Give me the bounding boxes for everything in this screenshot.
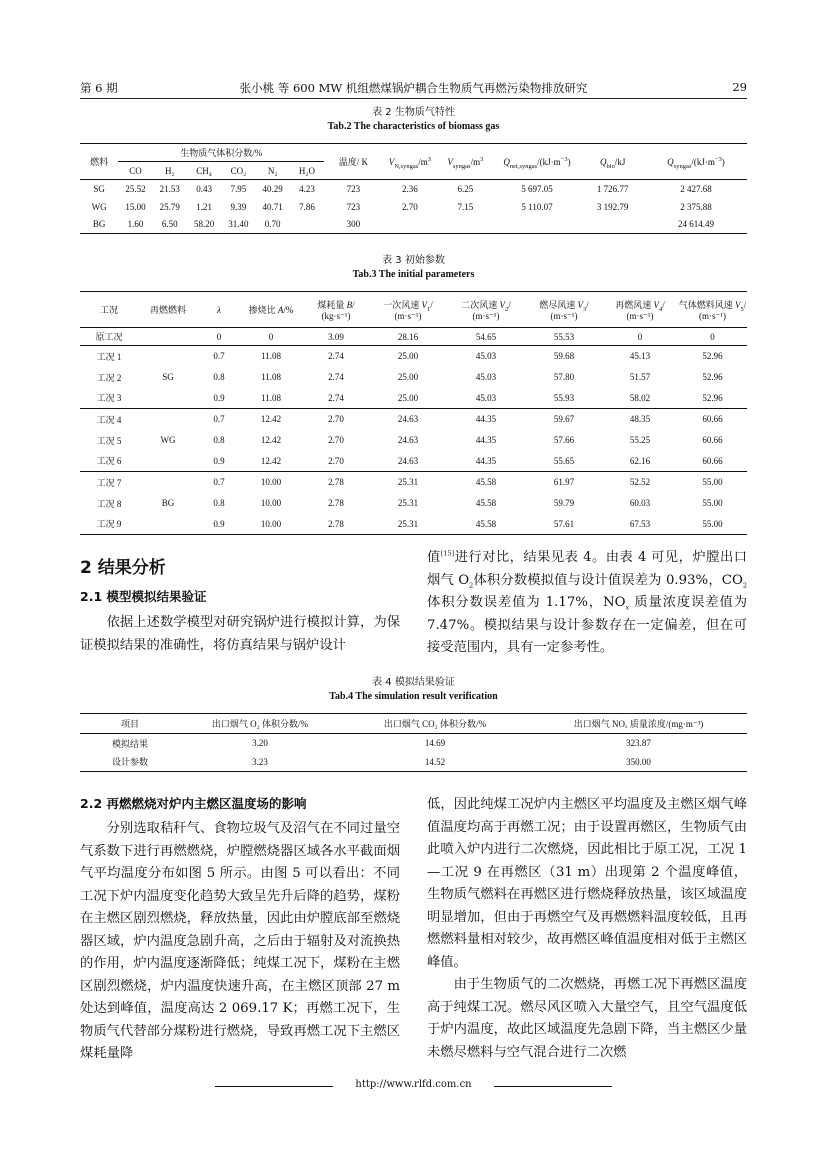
table3-cell-v3: 59.68 bbox=[553, 351, 575, 362]
v4-label: 再燃风速 bbox=[615, 299, 652, 310]
table4-caption bbox=[80, 676, 747, 704]
table2-header-group: 生物质气体积分数/% bbox=[118, 144, 324, 162]
v1-label: 一次风速 bbox=[383, 299, 420, 310]
table3-cell-lambda: 0.8 bbox=[213, 498, 225, 508]
cont-c: 体积分数模拟值与设计值误差为 0.93%，CO bbox=[473, 572, 743, 588]
footer-rule-left bbox=[215, 1086, 333, 1087]
table2-gas-col-5: H₂O bbox=[298, 165, 316, 176]
table3-cell-fuel: BG bbox=[161, 498, 175, 508]
table3-header-fuel: 再燃燃料 bbox=[149, 305, 186, 315]
section-2-2-paragraph-left: 分别选取秸秆气、食物垃圾气及沼气在不同过量空气系数下进行再燃燃烧，炉膛燃烧器区域各水平截面烟气平均温度分布如图 5 所示。由图 5 可以看出：不同工况下炉内温度变化趋势大致呈先升后降的趋势，煤粉在主燃区剧烈燃烧，释放热量，因此由炉膛底部至燃烧器区域，炉内温度急剧升高，之后由于辐射及对流换热的作用，炉内温度逐渐降低；纯煤工况下，煤粉在主燃区剧烈燃烧，炉内温度快速升高，在主燃区顶部 27 m 处达到峰值，温度高达 2 069.17 K；再燃工况下，生物质气代替部分煤粉进行燃烧，导致再燃工况下主燃区煤耗量降 bbox=[80, 821, 400, 1061]
table4-cell-2: 14.69 bbox=[424, 738, 446, 749]
table3-cell-lambda: 0.7 bbox=[213, 351, 225, 362]
table3-cell-case: 工况 1 bbox=[96, 351, 122, 362]
header-rule bbox=[80, 98, 747, 99]
table3-cell-coal: 2.78 bbox=[328, 477, 344, 488]
table3-cell-v2: 45.03 bbox=[475, 372, 497, 382]
table3-cell-v4: 55.25 bbox=[629, 435, 651, 445]
table2-cell-gas-5: 4.23 bbox=[299, 183, 315, 194]
table3-cell-v4: 45.13 bbox=[629, 351, 651, 362]
table3-cell-v2: 45.58 bbox=[475, 477, 497, 488]
table3-cell-v1: 25.31 bbox=[397, 477, 419, 488]
table3-cell-case: 工况 8 bbox=[96, 498, 122, 509]
table3-cell-v5: 55.00 bbox=[702, 498, 723, 508]
table3-header-v4: 再燃风速 $V_4/$ (m·s⁻¹) bbox=[602, 292, 678, 328]
table2-caption-en: Tab.2 The characteristics of biomass gas bbox=[327, 121, 500, 132]
cont-e: 质量浓度误差值为 7.47%。模拟结果与设计参数存在一定偏差，但在可接受范围内，具有一定参考性。 bbox=[427, 595, 747, 655]
table3-header-ratio bbox=[240, 292, 302, 328]
v2-unit: (m·s⁻¹) bbox=[472, 310, 500, 321]
table3-cell-v2: 44.35 bbox=[475, 455, 497, 466]
table3-cell-ratio: 10.00 bbox=[260, 518, 282, 529]
table3-cell-v2: 45.58 bbox=[475, 498, 497, 508]
table2-gas-col-1: H₂ bbox=[164, 165, 175, 176]
table3-cell-case: 原工况 bbox=[95, 332, 123, 342]
table2-gas-col-3: CO₂ bbox=[230, 165, 247, 176]
table2-cell-qsyn: 2 375.88 bbox=[680, 201, 712, 212]
table4-cell-0: 模拟结果 bbox=[111, 738, 148, 749]
ratio-unit: /% bbox=[283, 305, 294, 315]
table3-cell-v2: 44.35 bbox=[475, 435, 497, 445]
table4-cell-0: 设计参数 bbox=[111, 757, 148, 768]
table3-cell-v4: 60.03 bbox=[629, 498, 651, 508]
right-column-bottom bbox=[427, 794, 747, 1064]
table3-cell-v3: 61.97 bbox=[553, 477, 575, 488]
table3-cell-v4: 48.35 bbox=[629, 414, 651, 425]
table3-cell-lambda: 0.7 bbox=[213, 414, 225, 425]
table3-cell-v5: 55.00 bbox=[702, 518, 723, 529]
table3-cell-coal: 3.09 bbox=[328, 331, 344, 342]
table3-cell-v1: 25.00 bbox=[397, 372, 419, 382]
table3-cell-coal: 2.78 bbox=[328, 498, 344, 508]
table3-cell-v1: 25.00 bbox=[397, 351, 419, 362]
table2-gas-col-4: N₂ bbox=[267, 165, 278, 176]
table2-cell-gas-3: 31.40 bbox=[228, 219, 249, 230]
table2-cell-gas-2: 58.20 bbox=[193, 219, 215, 230]
v1-unit: (m·s⁻¹) bbox=[394, 310, 422, 321]
table2-cell-gas-2: 0.43 bbox=[196, 183, 212, 194]
running-head bbox=[80, 80, 747, 98]
table3-header-row bbox=[80, 292, 747, 328]
table3-cell-case: 工况 3 bbox=[96, 393, 122, 404]
table2-body bbox=[80, 180, 747, 234]
table2-cell-fuel: SG bbox=[93, 183, 105, 194]
table3-cell-lambda: 0.8 bbox=[213, 372, 225, 382]
table3-cell-v4: 51.57 bbox=[629, 372, 651, 382]
table2-cell-temp: 723 bbox=[346, 183, 361, 194]
section-2-2-paragraph-right-1: 低，因此纯煤工况炉内主燃区平均温度及主燃区烟气峰值温度均高于再燃工况；由于设置再燃区，生物质气由此喷入炉内进行二次燃烧，因此相比于原工况，工况 1—工况 9 在再燃区（31 m）出现第 2 个温度峰值，生物质气燃料在再燃区进行燃烧释放热量，该区域温度明显增加，但由于再燃空气及再燃燃料温度较低，且再燃燃料量相对较少，故再燃区峰值温度相对低于主燃区峰值。 bbox=[427, 797, 747, 970]
table2-cell-qnet bbox=[494, 216, 581, 234]
cont-d: 体积分数误差值为 1.17%，NO bbox=[427, 595, 626, 610]
table3-cell-v3: 57.80 bbox=[553, 372, 575, 382]
table3-cell-case: 工况 9 bbox=[96, 519, 122, 530]
table3-cell-v3: 55.53 bbox=[553, 331, 575, 342]
section-2-title: 2 结果分析 bbox=[80, 558, 166, 578]
table3-cell-ratio: 0 bbox=[268, 331, 274, 342]
table3-cell-fuel: SG bbox=[162, 372, 174, 382]
table2-cell-qsyn: 2 427.68 bbox=[680, 183, 712, 194]
table3-cell-coal: 2.70 bbox=[328, 414, 344, 425]
table3-cell-v1: 25.00 bbox=[397, 392, 419, 403]
table2-cell-vs: 6.25 bbox=[457, 183, 474, 194]
table3-cell-v4: 67.53 bbox=[629, 518, 651, 529]
page-number: 29 bbox=[732, 80, 747, 94]
table4-cell-1: 3.23 bbox=[252, 756, 268, 767]
table3-cell-v1: 24.63 bbox=[397, 414, 419, 425]
table4-cell-3: 323.87 bbox=[626, 738, 651, 749]
table3-header-v2: 二次风速 $V_2/$ (m·s⁻¹) bbox=[446, 292, 526, 328]
table3-cell-v1: 24.63 bbox=[397, 435, 419, 445]
table3-header-v1: 一次风速 $V_1/$ (m·s⁻¹) bbox=[370, 292, 446, 328]
table2-cell-qbio: 3 192.79 bbox=[596, 201, 629, 212]
table4-header-2: 出口烟气 CO₂ 体积分数/% bbox=[383, 719, 487, 729]
table4-cell-3: 350.00 bbox=[626, 756, 651, 767]
table3-cell-lambda: 0.9 bbox=[213, 518, 225, 529]
table4-header-0: 项目 bbox=[120, 719, 139, 729]
table2-cell-gas-2: 1.21 bbox=[196, 201, 212, 212]
table3-cell-case: 工况 2 bbox=[96, 372, 122, 383]
table3-cell-v3: 57.66 bbox=[553, 435, 575, 445]
table3-cell-v3: 55.65 bbox=[553, 455, 575, 466]
section-2-2-paragraph-right-2: 由于生物质气的二次燃烧，再燃工况下再燃区温度高于纯煤工况。燃尽风区喷入大量空气，且空气温度低于炉内温度，故此区域温度先急剧下降，当主燃区少量未燃尽燃料与空气混合进行二次燃 bbox=[427, 977, 747, 1060]
running-title: 张小桃 等 600 MW 机组燃煤锅炉耦合生物质气再燃污染物排放研究 bbox=[239, 81, 588, 95]
issue-label: 第 6 期 bbox=[80, 81, 118, 95]
table2-cell-qbio: 1 726.77 bbox=[596, 183, 629, 194]
table3-cell-case: 工况 7 bbox=[96, 477, 122, 488]
left-column-top bbox=[80, 556, 400, 657]
table2-cell-fuel: WG bbox=[91, 201, 107, 212]
footer-url[interactable]: http://www.rlfd.com.cn bbox=[355, 1079, 472, 1090]
table3-cell-v1: 25.31 bbox=[397, 518, 419, 529]
table-row bbox=[80, 734, 747, 753]
table2-cell-vn bbox=[383, 216, 437, 234]
table3-cell-v4: 0 bbox=[637, 331, 643, 342]
table3-cell-coal: 2.70 bbox=[328, 435, 344, 445]
table3-cell-lambda: 0.8 bbox=[213, 435, 225, 445]
table4-header-row bbox=[80, 714, 747, 734]
table3-cell-v5: 52.96 bbox=[702, 372, 723, 382]
table3-header-coal: 煤耗量 B/ (kg·s⁻¹) bbox=[302, 292, 370, 328]
v2-label: 二次风速 bbox=[461, 299, 498, 310]
table2-gas-col-2: CH₄ bbox=[196, 165, 212, 176]
table2-cell-gas-3: 9.39 bbox=[230, 201, 247, 212]
table3-cell-v1: 25.31 bbox=[397, 498, 419, 508]
table3-cell-coal: 2.78 bbox=[328, 518, 344, 529]
table3-cell-v3: 59.67 bbox=[553, 414, 575, 425]
table4-header-1: 出口烟气 O₂ 体积分数/% bbox=[211, 719, 309, 729]
v5-unit: (m·s⁻¹) bbox=[699, 310, 726, 321]
table3-header-v5: 气体燃料风速 $V_5/$ (m·s⁻¹) bbox=[678, 299, 747, 321]
table3-cell-v5: 55.00 bbox=[702, 477, 723, 488]
table3-header-lambda: λ bbox=[217, 304, 221, 315]
table2-cell-gas-4: 0.70 bbox=[264, 219, 281, 230]
table3-cell-v2: 45.58 bbox=[475, 518, 497, 529]
table3-cell-ratio: 12.42 bbox=[260, 435, 282, 445]
table2-cell-gas-1: 25.79 bbox=[159, 201, 180, 212]
table3-cell-case: 工况 4 bbox=[96, 414, 122, 425]
table3-cell-v5: 0 bbox=[710, 331, 715, 342]
table3-cell-ratio: 11.08 bbox=[261, 372, 281, 382]
table2-cell-gas-0: 15.00 bbox=[125, 201, 146, 212]
table2-cell-vn: 2.70 bbox=[402, 201, 418, 212]
table4-cell-1: 3.20 bbox=[252, 738, 268, 749]
table4-caption-en: Tab.4 The simulation result verification bbox=[329, 691, 498, 702]
table2-cell-fuel: BG bbox=[92, 219, 106, 230]
table2-cell-qbio bbox=[580, 216, 645, 234]
table3-cell-v1: 28.16 bbox=[397, 331, 419, 342]
table3-header-v3: 燃尽风速 $V_3/$ (m·s⁻¹) bbox=[526, 292, 602, 328]
coal-symbol: B bbox=[346, 299, 353, 310]
table3-cell-ratio: 10.00 bbox=[260, 498, 282, 508]
table2-cell-vn: 2.36 bbox=[402, 183, 418, 194]
table2-cell-qnet: 5 110.07 bbox=[521, 201, 553, 212]
table3-cell-v5: 52.96 bbox=[702, 351, 723, 362]
v4-unit: (m·s⁻¹) bbox=[626, 310, 654, 321]
table2-header-qbio: $Q_{bio}/kJ$ bbox=[580, 144, 645, 180]
table3-cell-coal: 2.70 bbox=[328, 455, 344, 466]
table-row bbox=[80, 216, 747, 234]
table3-cell-ratio: 12.42 bbox=[260, 455, 282, 466]
table3-header-case: 工况 bbox=[99, 305, 118, 315]
table3-cell-v2: 45.03 bbox=[475, 351, 497, 362]
table3-cell-lambda: 0.7 bbox=[213, 477, 225, 488]
v5-label: 气体燃料风速 bbox=[678, 299, 733, 310]
table2-cell-gas-0: 1.60 bbox=[127, 219, 144, 230]
table2-cell-gas-1: 21.53 bbox=[159, 183, 180, 194]
section-2-1-paragraph: 依据上述数学模型对研究锅炉进行模拟计算，为保证模拟结果的准确性，将仿真结果与锅炉设计 bbox=[80, 615, 400, 653]
table3-cell-ratio: 10.00 bbox=[260, 477, 282, 488]
table3-cell-case: 工况 5 bbox=[96, 435, 122, 446]
table3-cell-ratio: 12.42 bbox=[260, 414, 282, 425]
citation-15: [15] bbox=[440, 549, 455, 558]
section-2-1-continuation: 值[15]进行对比，结果见表 4。由表 4 可见，炉膛出口烟气 $O_2$体积分数模拟值与设计值误差为 0.93%，$CO_2$ 体积分数误差值为 1.17%，$NO_x$ 质量浓度误差值为 7.47%。模拟结果与设计参数存在一定偏差，但在可接受范围内，具有一定参考性。 bbox=[427, 549, 747, 655]
table2-cell-gas-5 bbox=[290, 216, 324, 234]
table3-cell-v1: 24.63 bbox=[397, 455, 419, 466]
table-row bbox=[80, 472, 747, 493]
table3-cell-v5: 52.96 bbox=[702, 392, 723, 403]
section-2-1-title: 2.1 模型模拟结果验证 bbox=[80, 589, 207, 604]
table2-cell-gas-5: 7.86 bbox=[299, 201, 315, 212]
table3-cell-lambda: 0.9 bbox=[213, 455, 225, 466]
table3-cell-fuel: WG bbox=[160, 435, 176, 445]
table3-cell-v5: 60.66 bbox=[702, 414, 723, 425]
ratio-symbol: A bbox=[277, 305, 284, 315]
table4-caption-cn: 表 4 模拟结果验证 bbox=[372, 677, 455, 688]
table-row bbox=[80, 180, 747, 198]
table2-header-vn: $V_{N,syngas}/m^3$ bbox=[383, 144, 437, 180]
table2-cell-vs: 7.15 bbox=[457, 201, 474, 212]
table-row bbox=[80, 328, 747, 346]
right-column-top bbox=[427, 547, 747, 660]
table3-caption bbox=[80, 254, 747, 282]
section-2-2-title: 2.2 再燃燃烧对炉内主燃区温度场的影响 bbox=[80, 796, 307, 811]
table2-header-fuel: 燃料 bbox=[80, 144, 118, 180]
table2-cell-vs bbox=[437, 216, 494, 234]
table3-cell-v5: 60.66 bbox=[702, 455, 723, 466]
v3-unit: (m·s⁻¹) bbox=[550, 310, 578, 321]
table3-cell-v3: 57.61 bbox=[553, 518, 575, 529]
table-row bbox=[80, 198, 747, 216]
table3-cell-fuel bbox=[138, 328, 198, 346]
table3-cell-v2: 54.65 bbox=[475, 331, 497, 342]
coal-unit: (kg·s⁻¹) bbox=[321, 310, 351, 321]
cont-a: 值 bbox=[427, 550, 441, 565]
table3-cell-lambda: 0.9 bbox=[213, 392, 225, 403]
table4-cell-2: 14.52 bbox=[424, 756, 446, 767]
table-row bbox=[80, 753, 747, 772]
table3-cell-ratio: 11.08 bbox=[261, 392, 281, 403]
footer-rule-right bbox=[494, 1086, 612, 1087]
footer bbox=[0, 1079, 827, 1095]
left-column-bottom bbox=[80, 794, 400, 1066]
table2-cell-qsyn: 24 614.49 bbox=[677, 219, 714, 230]
table3-cell-v4: 58.02 bbox=[629, 392, 651, 403]
table3-cell-v2: 44.35 bbox=[475, 414, 497, 425]
table3-cell-coal: 2.74 bbox=[328, 372, 344, 382]
table2-caption-cn: 表 2 生物质气特性 bbox=[372, 107, 455, 118]
table4-body bbox=[80, 734, 747, 772]
table2-header-qnet: $Q_{net,syngas}/(kJ\cdot m^{-3})$ bbox=[494, 144, 581, 180]
table3-caption-en: Tab.3 The initial parameters bbox=[352, 269, 475, 280]
table-row bbox=[80, 346, 747, 367]
cont-b: 进行对比，结果见表 4。由表 4 可见，炉膛出口烟气 O bbox=[427, 550, 747, 588]
table4-header-3: 出口烟气 NOₓ 质量浓度/(mg·m⁻³) bbox=[573, 719, 704, 729]
table3-cell-coal: 2.74 bbox=[328, 351, 344, 362]
table3-cell-coal: 2.74 bbox=[328, 392, 344, 403]
table2-cell-gas-4: 40.29 bbox=[262, 183, 283, 194]
table2-header-temp: 温度/ K bbox=[324, 144, 383, 180]
table2-header-qsyn: $Q_{syngas}/(kJ\cdot m^{-3})$ bbox=[645, 144, 747, 180]
table2-cell-gas-3: 7.95 bbox=[230, 183, 247, 194]
table2-gas-col-0: CO bbox=[129, 165, 142, 176]
ratio-label: 掺烧比 bbox=[248, 305, 276, 315]
table3-cell-v3: 55.93 bbox=[553, 392, 575, 403]
table2-cell-qnet: 5 697.05 bbox=[521, 183, 553, 194]
table3-cell-ratio: 11.08 bbox=[261, 351, 281, 362]
coal-label: 煤耗量 bbox=[317, 299, 345, 310]
table3-body bbox=[80, 328, 747, 535]
table3-cell-case: 工况 6 bbox=[96, 456, 122, 467]
table3-cell-v3: 59.79 bbox=[553, 498, 575, 508]
v3-label: 燃尽风速 bbox=[539, 299, 576, 310]
table2-header-vs: $V_{syngas}/m^3$ bbox=[437, 144, 494, 180]
table2-cell-temp: 300 bbox=[346, 219, 361, 230]
table-row bbox=[80, 409, 747, 430]
table3-cell-v2: 45.03 bbox=[475, 392, 497, 403]
table3-cell-lambda: 0 bbox=[216, 331, 222, 342]
table2-cell-temp: 723 bbox=[346, 201, 361, 212]
table3 bbox=[80, 291, 747, 535]
table3-cell-v4: 52.52 bbox=[629, 477, 651, 488]
table4 bbox=[80, 713, 747, 772]
table2-cell-gas-1: 6.50 bbox=[161, 219, 178, 230]
table2-cell-gas-4: 40.71 bbox=[262, 201, 283, 212]
table2 bbox=[80, 143, 747, 234]
table2-caption bbox=[80, 106, 747, 134]
table2-cell-gas-0: 25.52 bbox=[125, 183, 146, 194]
table3-cell-v4: 62.16 bbox=[629, 455, 651, 466]
table3-caption-cn: 表 3 初始参数 bbox=[382, 255, 445, 266]
table3-cell-v5: 60.66 bbox=[702, 435, 723, 445]
